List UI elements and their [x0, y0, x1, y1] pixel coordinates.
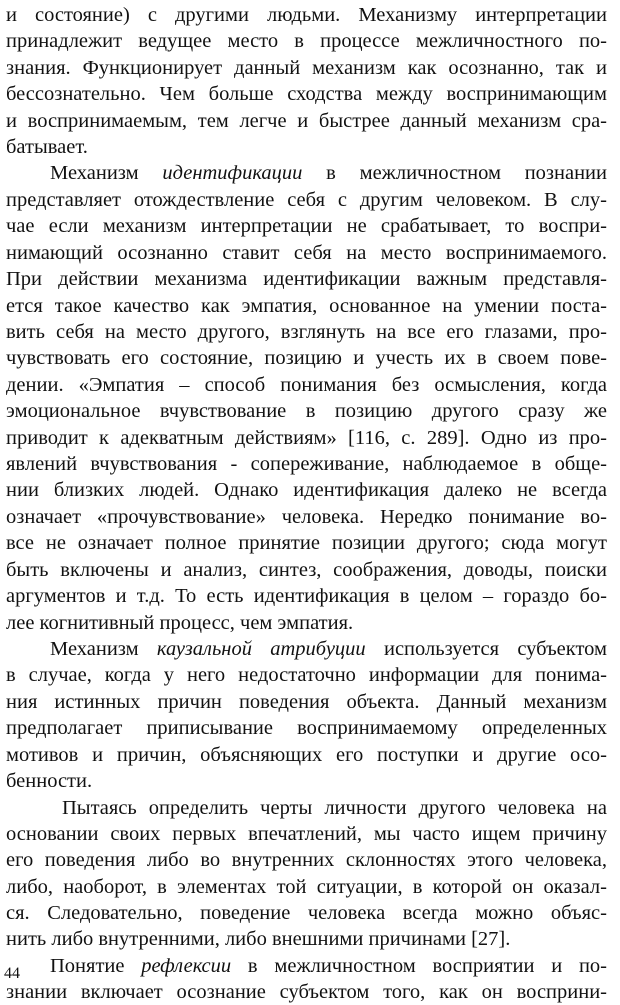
text-segment: Механизм — [50, 638, 157, 660]
text-line — [6, 372, 607, 398]
text-line — [6, 451, 607, 477]
text-segment: При действии механизма идентификации важным представля- — [6, 268, 607, 290]
text-segment: ся. Следовательно, поведение человека всегда можно объяс- — [6, 902, 607, 924]
text-segment: нии близких людей. Однако идентификация далеко не всегда — [6, 479, 607, 501]
text-segment: в межличностном познании — [302, 162, 607, 184]
text-segment: в случае, когда у него недостаточно информации для понима- — [6, 664, 607, 686]
text-segment: чувствовать его состояние, позицию и учесть их в своем пове- — [6, 347, 607, 369]
text-segment: чае если механизм интерпретации не срабатывает, то воспри- — [6, 215, 607, 237]
text-segment: мотивов и причин, объясняющих его поступки и другие осо- — [6, 744, 607, 766]
text-line — [6, 2, 607, 28]
text-line — [6, 81, 607, 107]
text-line — [6, 583, 607, 609]
text-line — [6, 900, 607, 926]
text-line — [6, 821, 607, 847]
text-segment: батывает. — [6, 136, 88, 158]
text-segment: его поведения либо во внутренних склонностях этого человека, — [6, 849, 607, 871]
text-line — [6, 689, 607, 715]
text-segment: быть включены и анализ, синтез, соображения, доводы, поиски — [6, 559, 607, 581]
text-segment: бенности. — [6, 770, 93, 792]
text-line — [50, 636, 607, 662]
text-segment: основании своих первых впечатлений, мы часто ищем причину — [6, 823, 607, 845]
text-line — [6, 134, 607, 160]
italic-term: рефлексии — [141, 955, 232, 977]
text-line — [6, 187, 607, 213]
text-segment: явлений вчувствования - сопереживание, наблюдаемое в обще- — [6, 453, 607, 475]
text-line — [6, 425, 607, 451]
text-line — [6, 108, 607, 134]
text-line — [6, 28, 607, 54]
page-number: 44 — [4, 965, 20, 982]
text-segment: означает «прочувствование» человека. Нередко понимание во- — [6, 506, 607, 528]
text-line — [6, 319, 607, 345]
text-segment: знании включает осознание субъектом того, как он восприни- — [6, 981, 607, 1003]
text-line — [6, 715, 607, 741]
text-line — [62, 795, 607, 821]
text-segment: Механизм — [50, 162, 163, 184]
text-segment: в межличностном восприятии и по- — [231, 955, 607, 977]
text-line — [6, 55, 607, 81]
text-line — [6, 240, 607, 266]
text-line — [6, 926, 607, 952]
text-segment: либо, наоборот, в элементах той ситуации, в которой он оказал- — [6, 876, 607, 898]
text-segment: лее когнитивный процесс, чем эмпатия. — [6, 612, 354, 634]
text-line — [6, 293, 607, 319]
text-segment: принадлежит ведущее место в процессе межличностного по- — [6, 30, 607, 52]
text-segment: используется субъектом — [365, 638, 607, 660]
text-segment: и воспринимаемым, тем легче и быстрее данный механизм сра- — [6, 110, 607, 132]
text-line — [6, 345, 607, 371]
text-line — [6, 662, 607, 688]
text-segment: представляет отождествление себя с другим человеком. В слу- — [6, 189, 607, 211]
text-segment: эмоциональное вчувствование в позицию другого сразу же — [6, 400, 607, 422]
text-line — [6, 266, 607, 292]
text-segment: дении. «Эмпатия – способ понимания без осмысления, когда — [6, 374, 607, 396]
italic-term: идентификации — [162, 162, 303, 184]
text-line — [6, 742, 607, 768]
text-segment: ния истинных причин поведения объекта. Данный механизм — [6, 691, 607, 713]
text-segment: нимающий осознанно ставит себя на место воспринимаемого. — [6, 242, 607, 264]
text-segment: Пытаясь определить черты личности другого человека на — [62, 797, 607, 819]
text-line — [6, 530, 607, 556]
text-line — [6, 213, 607, 239]
text-segment: предполагает приписывание воспринимаемому определенных — [6, 717, 607, 739]
text-segment: нить либо внутренними, либо внешними причинами [27]. — [6, 928, 511, 950]
text-segment: Понятие — [50, 955, 142, 977]
text-line — [6, 477, 607, 503]
text-segment: вить себя на место другого, взглянуть на все его глазами, про- — [6, 321, 607, 343]
text-line — [6, 768, 607, 794]
text-segment: все не означает полное принятие позиции другого; сюда могут — [6, 532, 607, 554]
text-segment: аргументов и т.д. То есть идентификация в целом – гораздо бо- — [6, 585, 607, 607]
italic-term: каузальной атрибуции — [156, 638, 366, 660]
text-line — [6, 979, 607, 1005]
text-line — [50, 953, 607, 979]
text-segment: приводит к адекватным действиям» [116, с. 289]. Одно из про- — [6, 427, 607, 449]
text-line — [6, 610, 607, 636]
text-line — [50, 160, 607, 186]
text-line — [6, 557, 607, 583]
text-line — [6, 398, 607, 424]
text-segment: бессознательно. Чем больше сходства между воспринимающим — [6, 83, 607, 105]
text-line — [6, 874, 607, 900]
text-line — [6, 847, 607, 873]
text-line — [6, 504, 607, 530]
text-segment: ется такое качество как эмпатия, основанное на умении поста- — [6, 295, 607, 317]
text-segment: и состояние) с другими людьми. Механизму интерпретации — [6, 4, 607, 26]
text-segment: знания. Функционирует данный механизм как осознанно, так и — [6, 57, 607, 79]
